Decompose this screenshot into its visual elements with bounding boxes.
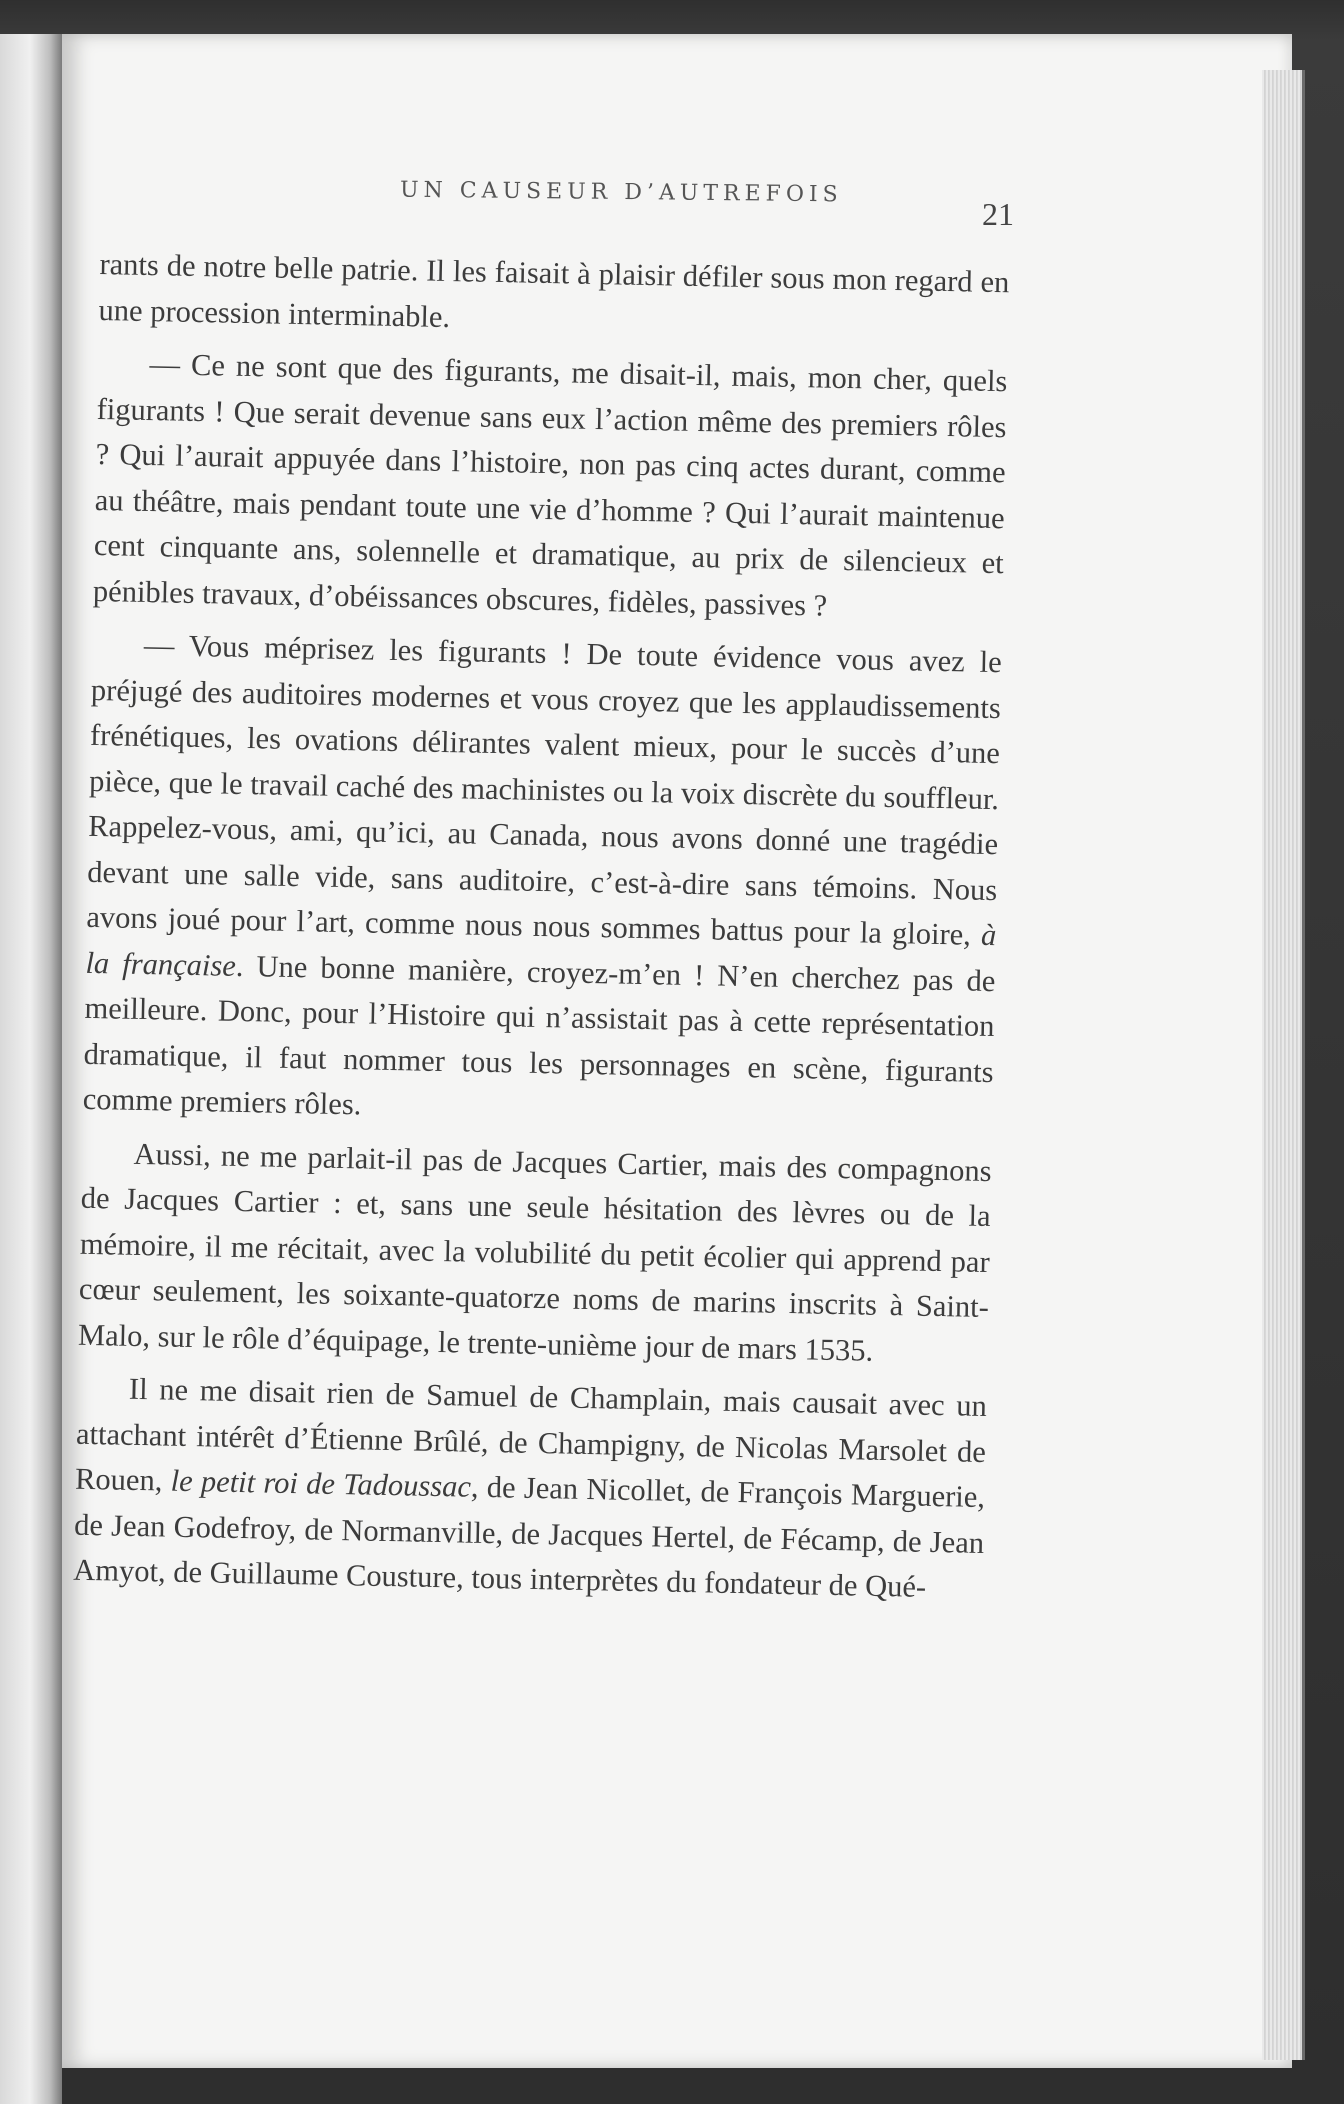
running-head: UN CAUSEUR D’AUTREFOIS <box>399 177 843 208</box>
left-page-edge <box>0 34 62 2104</box>
italic-phrase: à la française <box>85 917 997 983</box>
italic-phrase: le petit roi de Tadoussac <box>170 1463 472 1504</box>
paragraph: Aussi, ne me parlait-il pas de Jacques Cartier, mais des compagnons de Jacques Cartier : et, sans une seule hésitation des lèvres ou de la mémoire, il me récitait, avec la volubilité du petit écolier qui apprend par cœur seulement, les soixante-quatorze noms de marins inscrits à Saint-Malo, sur le rôle d’équipage, le trente-unième jour de mars 1535. <box>77 1136 992 1368</box>
paragraph: rants de notre belle patrie. Il les faisait à plaisir défiler sous mon regard en une procession interminable. <box>98 246 1010 334</box>
paragraph-text: Il ne me disait rien de Samuel de Champlain, mais causait avec un attachant intérêt d’Étienne Brûlé, de Champigny, de Nicolas Marsolet de Rouen, <box>74 1371 988 1498</box>
paragraph <box>73 1366 987 1612</box>
paragraph-text: — Vous méprisez les figurants ! De toute évidence vous avez le préjugé des auditoires modernes et vous croyez que les applaudissements frénétiques, les ovations délirantes valent mieux, pour le succès d’une pièce, que le travail caché des machinistes ou la voix discrète du souffleur. Rappelez-vous, ami, qu’ici, au Canada, nous avons donné une tragédie devant une salle vide, sans auditoire, c’est-à-dire sans témoins. Nous avons joué pour l’art, comme nous nous sommes battus pour la gloire, <box>86 627 1003 952</box>
paragraph: — Ce ne sont que des figurants, me disait-il, mais, mon cher, quels figurants ! Que serait devenue sans eux l’action même des premiers rôles ? Qui l’aurait appuyée dans l’histoire, non pas cinq actes durant, comme au théâtre, mais pendant toute une vie d’homme ? Qui l’aurait maintenue cent cinquante ans, solennelle et dramatique, au prix de silencieux et pénibles travaux, d’obéissances obscures, fidèles, passives ? <box>92 347 1008 623</box>
page-stack-edge <box>1262 70 1305 2060</box>
paragraph-text: . Une bonne manière, croyez-m’en ! N’en cherchez pas de meilleure. Donc, pour l’Histoire qui n’assistait pas à cette représentation dramatique, il faut nommer tous les personnages en scène, figurants comme premiers rôles. <box>82 948 996 1122</box>
body-text <box>73 242 1010 1619</box>
paragraph <box>82 622 1002 1141</box>
page-number: 21 <box>982 196 1014 232</box>
paragraph-text: , de Jean Nicollet, de François Marguerie, de Jean Godefroy, de Normanville, de Jacques Hertel, de Fécamp, de Jean Amyot, de Guillaume Cousture, tous interprètes du fondateur de Qué- <box>73 1469 986 1604</box>
